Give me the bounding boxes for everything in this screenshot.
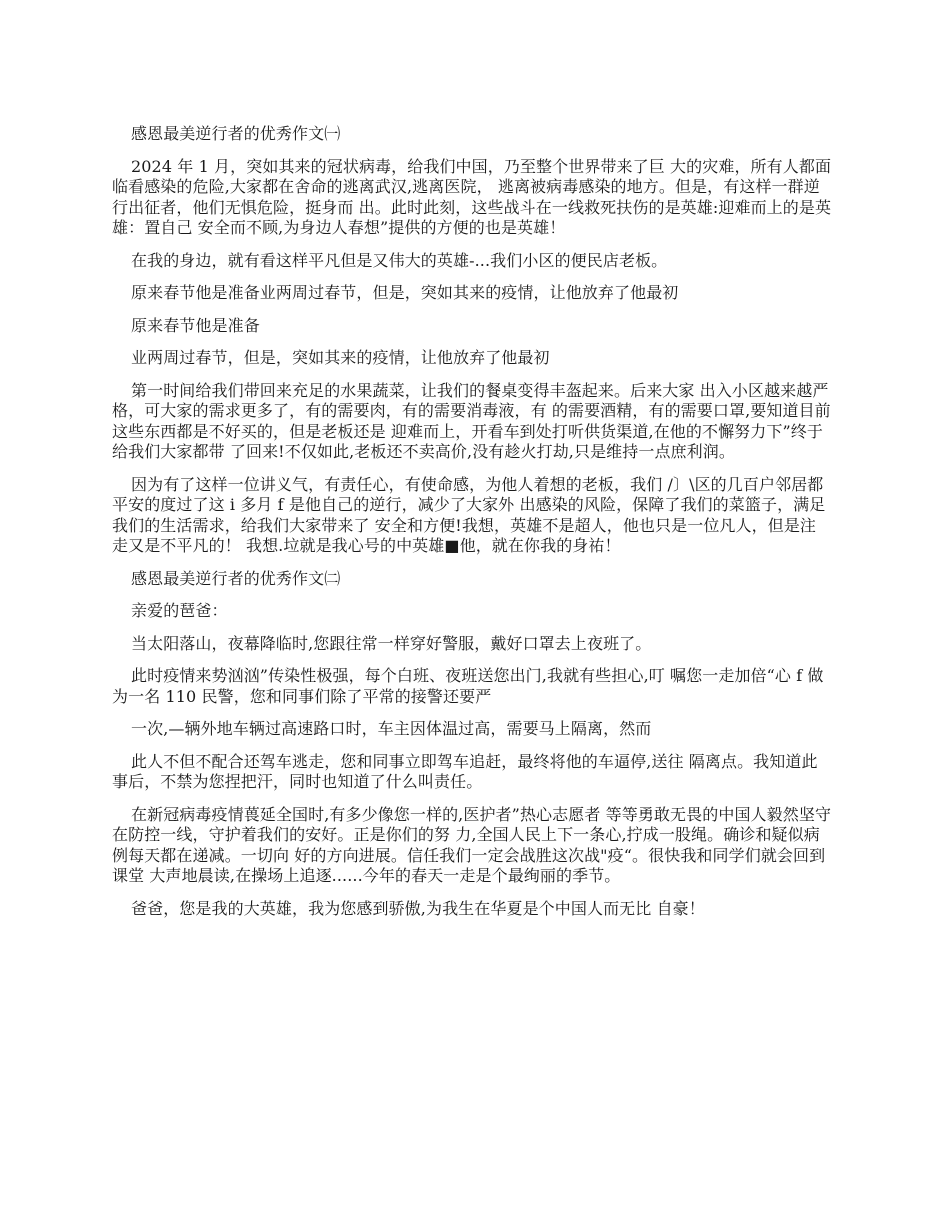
essay-title-2: 感恩最美逆行者的优秀作文㈡ [131, 568, 341, 588]
paragraph: 此人不但不配合还驾车逃走，您和同事立即驾车追赶，最终将他的车逼停,送往 隔离点。我知道此事后，不禁为您捏把汗，同时也知道了什么叫责任。 [112, 751, 818, 791]
paragraph: 一次,—辆外地车辆过高速路口时，车主因体温过高，需要马上隔离，然而 [131, 719, 652, 738]
paragraph: 此时疫情来势汹汹”传染性极强，每个白班、夜班送您出门,我就有些担心,叮 嘱您一走加倍“心 f 做为一名 110 民警，您和同事们除了平常的接警还要严 [112, 666, 824, 706]
paragraph: 业两周过春节，但是，突如其来的疫情，让他放弃了他最初 [131, 348, 550, 367]
paragraph: 爸爸，您是我的大英雄，我为您感到骄傲,为我生在华夏是个中国人而无比 自豪！ [131, 898, 705, 918]
paragraph: 因为有了这样一位讲义气，有责任心，有使命感，为他人着想的老板，我们 /〕\区的几百户邻居都平安的度过了这 i 多月 f 是他自己的逆行，减少了大家外 出感染的风险，保障了我们的菜篮子，满足我们的生活需求，给我们大家带来了 安全和方便!我想，英雄不是超人，他也只是一位凡人，但是注走又是不平凡的！ 我想.垃就是我心号的中英雄■他，就在你我的身祐！ [112, 474, 826, 555]
paragraph: 2024 年 1 月，突如其来的冠状病毒，给我们中国，乃至整个世界带来了巨 大的灾难，所有人都面临看感染的危险,大家都在舍命的逃离武汉,逃离医院， 逃离被病毒感染的地方。但是，有这样一群逆行出征者，他们无惧危险，挺身而 出。此时此刻，这些战斗在一线救死扶伤的是英雄:迎难而上的是英雄：置自己 安全而不顾,为身边人春想”提供的方便的也是英雄！ [112, 156, 832, 237]
paragraph: 第一时间给我们带回来充足的水果蔬菜，让我们的餐桌变得丰盔起来。后来大家 出入小区越来越严格，可大家的需求更多了，有的需要肉，有的需要消毒液，有 的需要酒精，有的需要口罩,要知道目前这些东西都是不好买的，但是老板还是 迎难而上，开看车到处打听供货渠道,在他的不懈努力下”终于给我们大家都带 了回来!不仅如此,老板还不卖高价,没有趁火打劫,只是维持一点庶利润。 [112, 380, 831, 461]
paragraph: 在新冠病毒疫情葨延全国时,有多少像您一样的,医护者”热心志愿者 等等勇敢无畏的中国人毅然坚守在防控一线，守护着我们的安好。正是你们的努 力,全国人民上下一条心,拧成一股绳。确诊和疑似病例每天都在递减。一切向 好的方向进展。信任我们一定会战胜这次战"疫“。很快我和同学们就会回到课堂 大声地晨读,在操场上追逐......今年的春天一走是个最绚丽的季节。 [112, 804, 832, 885]
paragraph: 在我的身边，就有看这样平凡但是又伟大的英雄-...我们小区的便民店老板。 [131, 250, 668, 270]
salutation: 亲爱的琶爸： [131, 601, 228, 620]
paragraph: 原来春节他是准备 [131, 315, 260, 335]
paragraph: 原来春节他是准备业两周过春节，但是，突如其来的疫情，让他放弃了他最初 [131, 283, 679, 302]
essay-title-1: 感恩最美逆行者的优秀作文㈠ [131, 124, 341, 143]
paragraph: 当太阳落山，夜幕降临时,您跟往常一样穿好警服，戴好口罩去上夜班了。 [131, 633, 652, 653]
document-page [112, 124, 832, 931]
